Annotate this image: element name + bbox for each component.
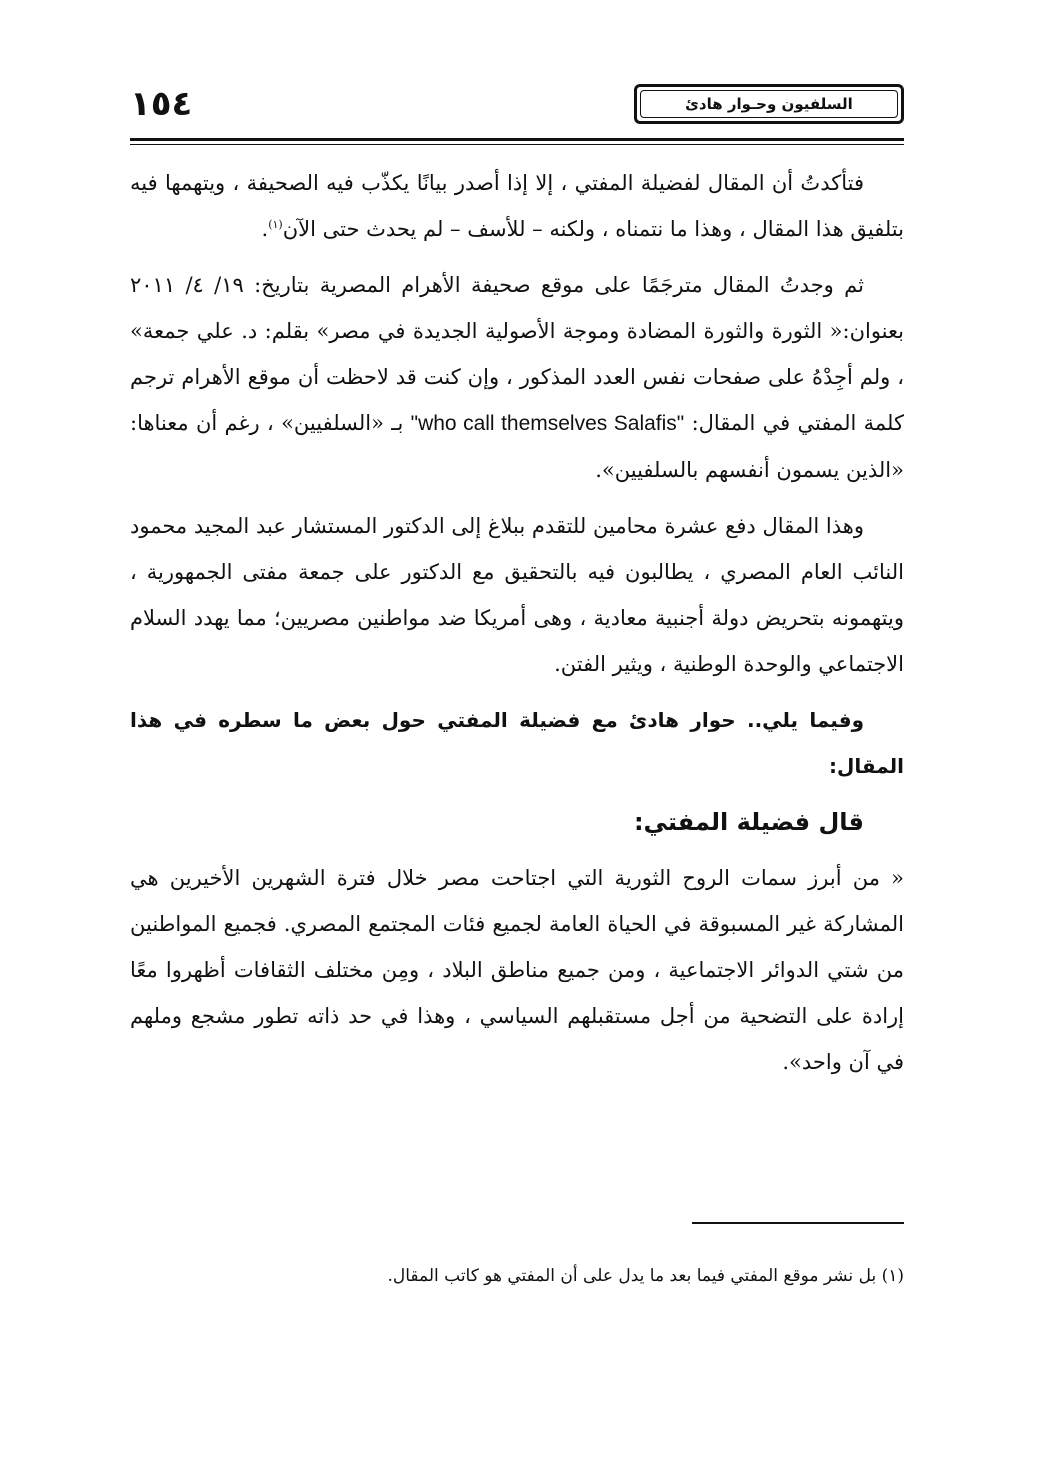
section-heading: قال فضيلة المفتي: bbox=[633, 808, 864, 836]
running-title-frame bbox=[634, 84, 904, 124]
footnote-rule bbox=[692, 1222, 904, 1224]
english-quote: "who call themselves Salafis" bbox=[410, 412, 685, 435]
paragraph-1-end: . bbox=[261, 217, 269, 241]
paragraph-3: وهذا المقال دفع عشرة محامين للتقدم ببلاغ إلى الدكتور المستشار عبد المجيد محمود النائب العام المصري ، يطالبون فيه بالتحقيق مع الدكتور على جمعة مفتى الجمهورية ، ويتهمونه بتحريض دولة أجنبية معادية ، وهى أمريكا ضد مواطنين مصريين؛ مما يهدد السلام الاجتماعي والوحدة الوطنية ، ويثير الفتن. bbox=[130, 514, 904, 676]
footnote: (١) بل نشر موقع المفتي فيما بعد ما يدل على أن المفتي هو كاتب المقال. bbox=[387, 1266, 904, 1286]
header-rule-thin bbox=[130, 144, 904, 145]
paragraph-2 bbox=[130, 262, 904, 493]
paragraph-1 bbox=[130, 160, 904, 252]
paragraph-2-end: بـ «السلفيين» ، رغم أن معناها: «الذين يسمون أنفسهم بالسلفيين». bbox=[130, 411, 904, 482]
body-text bbox=[130, 160, 904, 1095]
paragraph-quote: « من أبرز سمات الروح الثورية التي اجتاحت مصر خلال فترة الشهرين الأخيرين هي المشاركة غير المسبوقة في الحياة العامة لجميع فئات المجتمع المصري. فجميع المواطنين من شتي الدوائر الاجتماعية ، ومن جميع مناطق البلاد ، ومِن مختلف الثقافات أظهروا معًا إرادة على التضحية من أجل مستقبلهم السياسي ، وهذا في حد ذاته تطور مشجع وملهم في آن واحد». bbox=[130, 866, 904, 1074]
paragraph-1-text: فتأكدتُ أن المقال لفضيلة المفتي ، إلا إذا أصدر بيانًا يكذّب فيه الصحيفة ، ويتهمها فيه بتلفيق هذا المقال ، وهذا ما نتمناه ، ولكنه – للأسف – لم يحدث حتى الآن bbox=[130, 171, 904, 241]
header-rule bbox=[130, 138, 904, 141]
running-title: السلفيون وحـوار هادئ bbox=[640, 90, 898, 118]
running-header bbox=[130, 82, 904, 130]
footnote-ref: (١) bbox=[268, 218, 283, 231]
dialogue-intro: وفيما يلي.. حوار هادئ مع فضيلة المفتي حول بعض ما سطره في هذا المقال: bbox=[130, 708, 904, 778]
page-number: ١٥٤ bbox=[130, 84, 193, 124]
paragraph-2-text: ثم وجدتُ المقال مترجَمًا على موقع صحيفة الأهرام المصرية بتاريخ: ١٩/ ٤/ ٢٠١١ بعنوان:« الثورة والثورة المضادة وموجة الأصولية الجديدة في مصر» بقلم: د. علي جمعة» ، ولم أجِدْهُ على صفحات نفس العدد المذكور ، وإن كنت قد لاحظت أن موقع الأهرام ترجم كلمة المفتي في المقال: bbox=[130, 273, 904, 435]
